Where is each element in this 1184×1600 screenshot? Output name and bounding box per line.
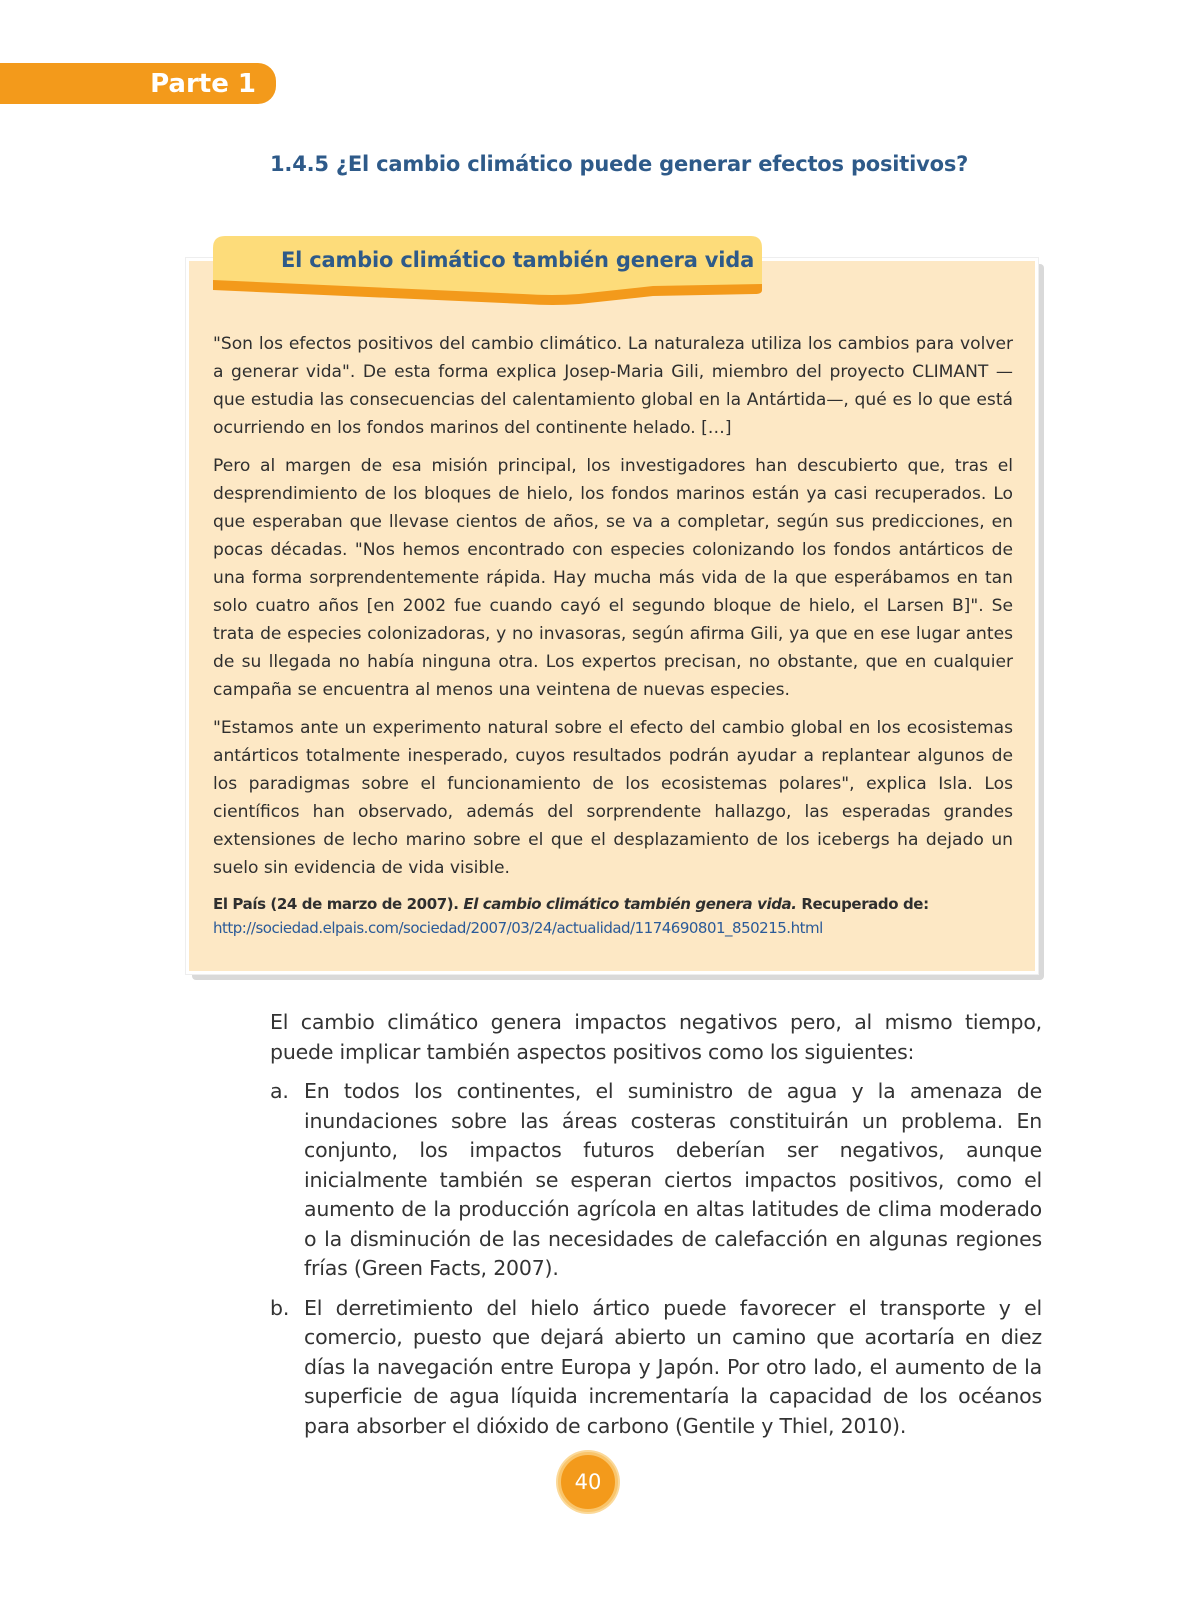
- card-body: [213, 330, 1013, 940]
- list-item: [270, 1294, 1042, 1442]
- source-title: El cambio climático también genera vida.: [463, 895, 797, 913]
- intro-paragraph: El cambio climático genera impactos negativos pero, al mismo tiempo, puede implicar también aspectos positivos como los siguientes:: [270, 1010, 1042, 1064]
- card-paragraph: "Son los efectos positivos del cambio climático. La naturaleza utiliza los cambios para volver a generar vida". De esta forma explica Josep-Maria Gili, miembro del proyecto CLIMANT —que estudia las consecuencias del calentamiento global en la Antártida—, qué es lo que está ocurriendo en los fondos marinos del continente helado. […]: [213, 334, 1013, 438]
- list-item-text: El derretimiento del hielo ártico puede favorecer el transporte y el comercio, puesto que dejará abierto un camino que acortaría en diez días la navegación entre Europa y Japón. Por otro lado, el aumento de la superficie de agua líquida incrementaría la capacidad de los océanos para absorber el dióxido de carbono (Gentile y Thiel, 2010).: [304, 1295, 1042, 1438]
- list-marker: b.: [270, 1295, 290, 1320]
- card-paragraph: Pero al margen de esa misión principal, los investigadores han descubierto que, tras el desprendimiento de los bloques de hielo, los fondos marinos están ya casi recuperados. Lo que esperaban que llevase cientos de años, se va a completar, según sus predicciones, en pocas décadas. "Nos hemos encontrado con especies colonizando los fondos antárticos de una forma sorprendentemente rápida. Hay mucha más vida de la que esperábamos en tan solo cuatro años [en 2002 fue cuando cayó el segundo bloque de hielo, el Larsen B]". Se trata de especies colonizadoras, y no invasoras, según afirma Gili, ya que en ese lugar antes de su llegada no había ninguna otra. Los expertos precisan, no obstante, que en cualquier campaña se encuentra al menos una veintena de nuevas especies.: [213, 456, 1013, 700]
- card-title: El cambio climático también genera vida: [281, 248, 755, 272]
- part-label: Parte 1: [150, 68, 256, 99]
- section-title: 1.4.5 ¿El cambio climático puede generar efectos positivos?: [270, 152, 969, 176]
- list-item-text: En todos los continentes, el suministro de agua y la amenaza de inundaciones sobre las áreas costeras constituirán un problema. En conjunto, los impactos futuros deberían ser negativos, aunque inicialmente también se esperan ciertos impactos positivos, como el aumento de la producción agrícola en altas latitudes de clima moderado o la disminución de las necesidades de calefacción en algunas regiones frías (Green Facts, 2007).: [304, 1079, 1042, 1280]
- source-citation: [213, 892, 1013, 940]
- list-item: [270, 1077, 1042, 1284]
- page-number: [558, 1452, 618, 1512]
- card-paragraph: "Estamos ante un experimento natural sobre el efecto del cambio global en los ecosistemas antárticos totalmente inesperado, cuyos resultados podrán ayudar a replantear algunos de los paradigmas sobre el funcionamiento de los ecosistemas polares", explica Isla. Los científicos han observado, además del sorprendente hallazgo, las esperadas grandes extensiones de lecho marino sobre el que el desplazamiento de los icebergs ha dejado un suelo sin evidencia de vida visible.: [213, 718, 1013, 878]
- source-url-link[interactable]: http://sociedad.elpais.com/sociedad/2007/03/24/actualidad/1174690801_850215.html: [213, 919, 823, 937]
- source-retrieved: Recuperado de:: [796, 895, 929, 913]
- main-text: [270, 1008, 1042, 1451]
- part-label-tab: [0, 63, 276, 104]
- source-citation-text: El País (24 de marzo de 2007).: [213, 895, 464, 913]
- page-number-label: 40: [574, 1470, 602, 1494]
- list-marker: a.: [270, 1079, 289, 1103]
- card-title-banner: [213, 236, 776, 300]
